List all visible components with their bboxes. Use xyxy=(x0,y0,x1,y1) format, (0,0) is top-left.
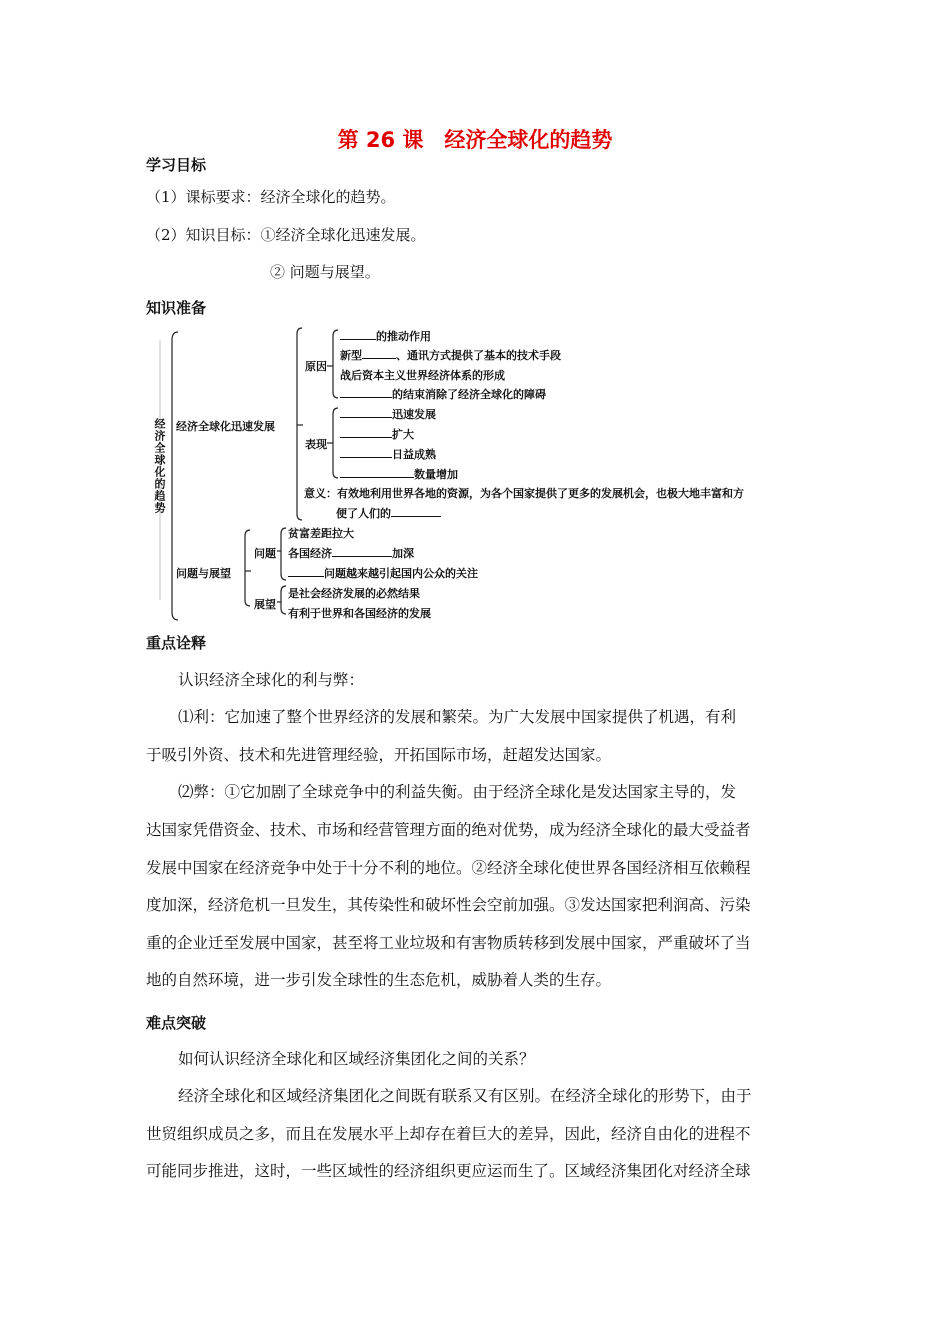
goals-line: （1）课标要求：经济全球化的趋势。 xyxy=(146,188,396,206)
key-paragraph-line: 度加深，经济危机一旦发生，其传染性和破坏性会空前加强。③发达国家把利润高、污染 xyxy=(146,896,751,914)
problem-item: 各国经济 加深 xyxy=(288,547,414,560)
meaning-line: 便了人们的 xyxy=(336,505,441,521)
difficult-heading: 难点突破 xyxy=(146,1014,207,1032)
problem-item: 问题越来越引起国内公众的关注 xyxy=(288,565,478,581)
reason-item: 的结束消除了经济全球化的障碍 xyxy=(340,386,546,402)
reason-item: 新型 、通讯方式提供了基本的技术手段 xyxy=(340,349,561,362)
outlook-label: 展望 xyxy=(254,598,276,611)
page-title: 第 26 课 经济全球化的趋势 xyxy=(337,128,613,152)
difficult-paragraph-line: 可能同步推进，这时，一些区域性的经济组织更应运而生了。区域经济集团化对经济全球 xyxy=(146,1162,751,1180)
manifest-label: 表现 xyxy=(305,438,327,451)
reason-item: 的推动作用 xyxy=(340,328,431,344)
difficult-paragraph-line: 世贸组织成员之多，而且在发展水平上却存在着巨大的差异，因此，经济自由化的进程不 xyxy=(146,1125,751,1143)
key-paragraph-line: 于吸引外资、技术和先进管理经验，开拓国际市场，赶超发达国家。 xyxy=(146,746,612,764)
reason-item: 战后资本主义世界经济体系的形成 xyxy=(340,369,505,382)
problems-label: 问题 xyxy=(254,547,276,560)
key-paragraph-line: ⑵弊：①它加剧了全球竞争中的利益失衡。由于经济全球化是发达国家主导的，发 xyxy=(178,783,737,801)
mind-map-root: 经济全球化的趋势 xyxy=(153,418,166,514)
key-paragraph-line: 认识经济全球化的利与弊： xyxy=(178,671,365,689)
key-paragraph-line: 发展中国家在经济竞争中处于十分不利的地位。②经济全球化使世界各国经济相互依赖程 xyxy=(146,859,751,877)
goals-heading: 学习目标 xyxy=(146,156,207,174)
branch-label: 问题与展望 xyxy=(176,567,231,580)
difficult-paragraph-line: 如何认识经济全球化和区域经济集团化之间的关系？ xyxy=(178,1050,535,1068)
manifest-item: 迅速发展 xyxy=(340,406,436,422)
mind-map-brackets xyxy=(0,0,950,640)
meaning-line: 意义：有效地利用世界各地的资源，为各个国家提供了更多的发展机会，也极大地丰富和方 xyxy=(304,487,744,500)
goals-line: ② 问题与展望。 xyxy=(270,263,380,281)
outlook-item: 是社会经济发展的必然结果 xyxy=(288,587,420,600)
manifest-item: 数量增加 xyxy=(340,466,458,482)
key-paragraph-line: 地的自然环境，进一步引发全球性的生态危机，威胁着人类的生存。 xyxy=(146,971,612,989)
key-heading: 重点诠释 xyxy=(146,634,207,652)
manifest-item: 日益成熟 xyxy=(340,446,436,462)
prep-heading: 知识准备 xyxy=(146,299,207,317)
difficult-paragraph-line: 经济全球化和区域经济集团化之间既有联系又有区别。在经济全球化的形势下，由于 xyxy=(178,1087,752,1105)
manifest-item: 扩大 xyxy=(340,426,414,442)
goals-line: （2）知识目标：①经济全球化迅速发展。 xyxy=(146,226,426,244)
key-paragraph-line: 重的企业迁至发展中国家，甚至将工业垃圾和有害物质转移到发展中国家，严重破坏了当 xyxy=(146,934,751,952)
key-paragraph-line: ⑴利：它加速了整个世界经济的发展和繁荣。为广大发展中国家提供了机遇，有利 xyxy=(178,708,737,726)
branch-label: 经济全球化迅速发展 xyxy=(176,420,275,433)
reasons-label: 原因 xyxy=(305,360,327,373)
outlook-item: 有利于世界和各国经济的发展 xyxy=(288,607,431,620)
problem-item: 贫富差距拉大 xyxy=(288,527,354,540)
key-paragraph-line: 达国家凭借资金、技术、市场和经营管理方面的绝对优势，成为经济全球化的最大受益者 xyxy=(146,821,751,839)
